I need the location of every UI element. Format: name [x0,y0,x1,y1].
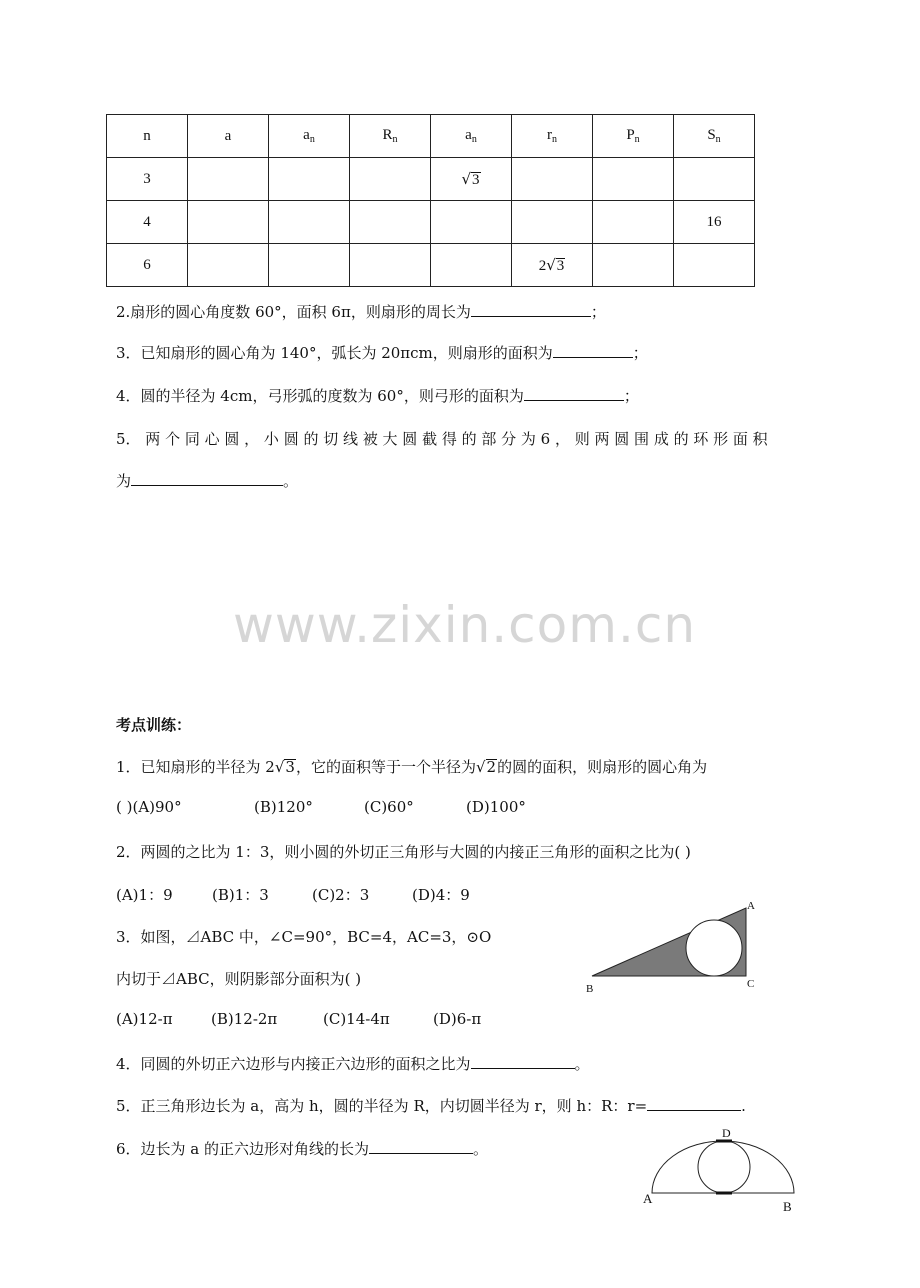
question-text: 3．已知扇形的圆心角为 140°，弧长为 20πcm，则扇形的面积为 [116,344,553,362]
table-cell [593,244,674,287]
question-text: 5．正三角形边长为 a，高为 h，圆的半径为 R，内切圆半径为 r，则 h：R：r= [116,1097,648,1115]
answer-blank[interactable] [369,1139,473,1154]
question-text: 为 [116,472,132,490]
practice-1 [116,756,707,777]
triangle-figure [580,896,770,996]
table-cell [674,158,755,201]
question-end: 。 [574,1055,590,1073]
practice-3-options [116,1010,481,1028]
question-text: 4．圆的半径为 4cm，弓形弧的度数为 60°，则弓形的面积为 [116,387,524,405]
table-cell [593,201,674,244]
label-d: D [722,1126,731,1140]
table-cell [350,244,431,287]
table-cell [431,201,512,244]
option-c[interactable]: (C)2：3 [312,886,370,904]
table-cell [269,244,350,287]
semicircle-figure [640,1130,800,1200]
option-c[interactable]: (C)60° [364,798,414,816]
practice-2: 2．两圆的之比为 1：3，则小圆的外切正三角形与大圆的内接正三角形的面积之比为( ) [116,843,691,861]
option-d[interactable]: (D)4：9 [412,886,470,904]
answer-blank[interactable] [131,471,283,486]
question-text: 4．同圆的外切正六边形与内接正六边形的面积之比为 [116,1055,471,1073]
table-cell [593,158,674,201]
question-end: ； [623,387,639,405]
header-cell: $r_n$ [512,115,593,158]
table-cell [188,244,269,287]
question-text: 2.扇形的圆心角度数 60°，面积 6π，则扇形的周长为 [116,303,471,321]
question-end: ； [632,344,648,362]
inscribed-circle [686,920,742,976]
header-cell: a [188,115,269,158]
question-5-line1: 5． 两 个 同 心 圆 ， 小 圆 的 切 线 被 大 圆 截 得 的 部 分 为 6 ， 则 两 圆 围 成 的 环 形 面 积 [116,430,768,448]
answer-blank[interactable] [553,343,633,358]
table-cell: 3 [107,158,188,201]
answer-blank[interactable] [471,302,591,317]
table-cell [188,158,269,201]
option-a[interactable]: (A)12-π [116,1010,173,1028]
table-cell-sqrt3: √3 [431,158,512,201]
sqrt-3: √3 [274,758,295,776]
section-heading: 考点训练： [116,716,192,734]
table-cell: 4 [107,201,188,244]
question-text: ，它的面积等于一个半径为 [295,758,476,776]
table-row [107,201,755,244]
option-a[interactable]: ( )(A)90° [116,798,182,816]
practice-6 [116,1138,488,1159]
question-text: 的圆的面积，则扇形的圆心角为 [497,758,708,776]
table-cell [512,158,593,201]
inner-circle [698,1141,750,1193]
label-b: B [586,983,594,995]
regular-polygon-table [106,114,755,287]
option-b[interactable]: (B)120° [254,798,313,816]
answer-blank[interactable] [471,1054,575,1069]
option-a[interactable]: (A)1：9 [116,886,173,904]
option-c[interactable]: (C)14-4π [323,1010,390,1028]
table-cell [188,201,269,244]
table-row [107,158,755,201]
header-cell: $a_n$ [431,115,512,158]
table-header-row [107,115,755,158]
table-cell [674,244,755,287]
option-b[interactable]: (B)12-2π [211,1010,278,1028]
table-cell-2sqrt3: 2√3 [512,244,593,287]
question-end: 。 [283,472,299,490]
practice-3-line2: 内切于⊿ABC，则阴影部分面积为( ) [116,970,362,988]
option-d[interactable]: (D)6-π [433,1010,482,1028]
question-text: 6．边长为 a 的正六边形对角线的长为 [116,1140,370,1158]
practice-4 [116,1053,590,1074]
table-cell [431,244,512,287]
question-2 [116,301,606,322]
answer-blank[interactable] [524,386,624,401]
practice-5 [116,1095,746,1116]
option-d[interactable]: (D)100° [466,798,526,816]
sqrt-2: √2 [475,758,497,776]
header-cell: $a_n$ [269,115,350,158]
question-text: 1．已知扇形的半径为 2 [116,758,275,776]
label-b2: B [783,1199,792,1214]
question-end: 。 [473,1140,489,1158]
question-end: . [741,1097,746,1115]
question-3 [116,342,648,363]
watermark: www.zixin.com.cn [233,596,697,654]
table-cell: 6 [107,244,188,287]
table-cell [350,158,431,201]
table-cell [512,201,593,244]
semicircle [652,1141,794,1193]
practice-2-options [116,884,470,905]
question-4 [116,385,639,406]
header-cell: n [107,115,188,158]
label-c: C [747,978,755,990]
answer-blank[interactable] [647,1096,741,1111]
header-cell: $P_n$ [593,115,674,158]
table-cell [269,158,350,201]
label-a2: A [643,1191,653,1206]
question-end: ； [590,303,606,321]
option-b[interactable]: (B)1：3 [212,886,269,904]
label-a: A [747,900,755,912]
question-5-line2 [116,470,298,491]
table-cell: 16 [674,201,755,244]
table-cell [350,201,431,244]
table-cell [269,201,350,244]
table-row [107,244,755,287]
header-cell: $S_n$ [674,115,755,158]
practice-3-line1: 3．如图，⊿ABC 中，∠C=90°，BC=4，AC=3，⊙O [116,928,492,946]
practice-1-options [116,798,526,816]
header-cell: $R_n$ [350,115,431,158]
